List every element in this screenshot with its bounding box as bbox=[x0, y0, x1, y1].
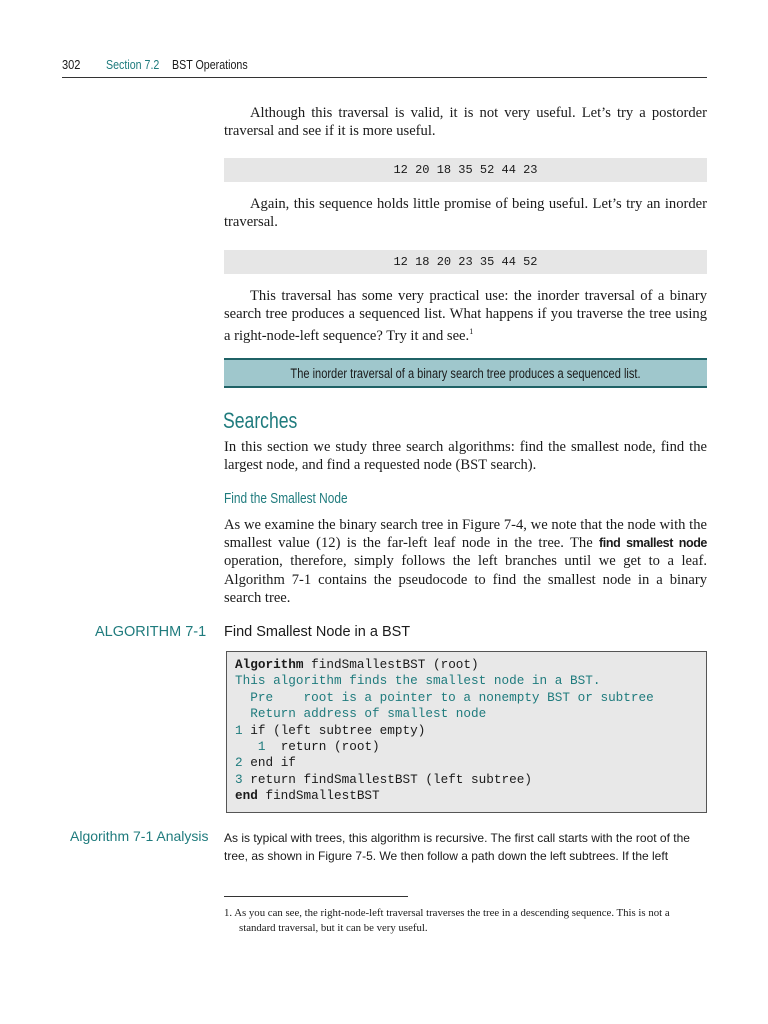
section-heading-searches: Searches bbox=[223, 408, 298, 433]
searches-intro: In this section we study three search algorithms: find the smallest node, find the largest node, and find a requested node (BST search). bbox=[224, 439, 707, 474]
analysis-label: Algorithm 7-1 Analysis bbox=[70, 828, 209, 844]
section-label: Section 7.2 bbox=[106, 57, 160, 72]
code-line: This algorithm finds the smallest node in a BST. bbox=[235, 673, 601, 689]
code-text: return findSmallestBST (left subtree) bbox=[242, 771, 532, 787]
paragraph-practical-use-text: This traversal has some very practical use: the inorder traversal of a binary search tree produces a sequenced list. What happens if you traverse the tree using a right-node-left sequence? Try it and see. bbox=[224, 288, 707, 345]
paragraph-practical-use bbox=[224, 287, 707, 345]
running-header bbox=[62, 57, 707, 78]
code-line bbox=[235, 755, 706, 771]
postorder-sequence: 12 20 18 35 52 44 23 bbox=[224, 158, 707, 182]
find-smallest-term: find smallest node bbox=[599, 536, 707, 551]
section-name: BST Operations bbox=[172, 57, 248, 72]
body-text-start: As we examine the binary search tree in Figure 7-4, we note that the node with the smallest value (12) is the far-left leaf node in the tree. The bbox=[224, 517, 707, 552]
body-text-end: operation, therefore, simply follows the left branches until we get to a leaf. Algorithm 7-1 contains the pseudocode to find the smallest node in a binary search tree. bbox=[224, 553, 707, 606]
footnote bbox=[224, 906, 707, 936]
footnote-divider bbox=[224, 896, 408, 897]
analysis-text: As is typical with trees, this algorithm is recursive. The first call starts with the root of the tree, as shown in Figure 7-5. We then follow a path down the left subtrees. If the left bbox=[224, 831, 690, 863]
subheading-find-smallest: Find the Smallest Node bbox=[224, 491, 348, 507]
code-line bbox=[235, 788, 706, 804]
code-line: Return address of smallest node bbox=[235, 706, 487, 722]
line-number: 3 bbox=[235, 771, 243, 787]
code-keyword: Algorithm bbox=[235, 657, 304, 672]
code-keyword: end bbox=[235, 788, 258, 804]
algorithm-code-box bbox=[226, 651, 707, 813]
algorithm-title: Find Smallest Node in a BST bbox=[224, 624, 411, 640]
footnote-line: 1. As you can see, the right-node-left traversal traverses the tree in a descending sequence. This is not a bbox=[224, 907, 670, 919]
code-text: findSmallestBST bbox=[257, 788, 380, 804]
paragraph-inorder: Again, this sequence holds little promise of being useful. Let’s try an inorder traversal. bbox=[224, 196, 707, 231]
code-line bbox=[235, 739, 706, 755]
code-text: findSmallestBST (root) bbox=[303, 657, 479, 672]
find-smallest-body bbox=[224, 516, 707, 607]
line-number: 1 bbox=[235, 722, 243, 738]
code-text: end if bbox=[242, 755, 296, 771]
key-point-text: The inorder traversal of a binary search tree produces a sequenced list. bbox=[290, 366, 641, 381]
code-line bbox=[235, 657, 706, 673]
algorithm-label: ALGORITHM 7-1 bbox=[95, 624, 207, 640]
page-number: 302 bbox=[62, 57, 81, 72]
paragraph-postorder: Although this traversal is valid, it is not very useful. Let’s try a postorder traversal and see if it is more useful. bbox=[224, 105, 707, 140]
code-text: if (left subtree empty) bbox=[242, 722, 426, 738]
line-number: 2 bbox=[235, 755, 243, 771]
code-line: Pre root is a pointer to a nonempty BST or subtree bbox=[235, 689, 654, 705]
line-number: 1 bbox=[235, 738, 266, 754]
footnote-reference[interactable]: 1 bbox=[469, 327, 474, 337]
code-line bbox=[235, 723, 706, 739]
code-text: return (root) bbox=[265, 738, 380, 754]
key-point-note bbox=[224, 358, 707, 388]
code-line bbox=[235, 772, 706, 788]
inorder-sequence: 12 18 20 23 35 44 52 bbox=[224, 250, 707, 274]
footnote-line: standard traversal, but it can be very useful. bbox=[239, 922, 428, 934]
